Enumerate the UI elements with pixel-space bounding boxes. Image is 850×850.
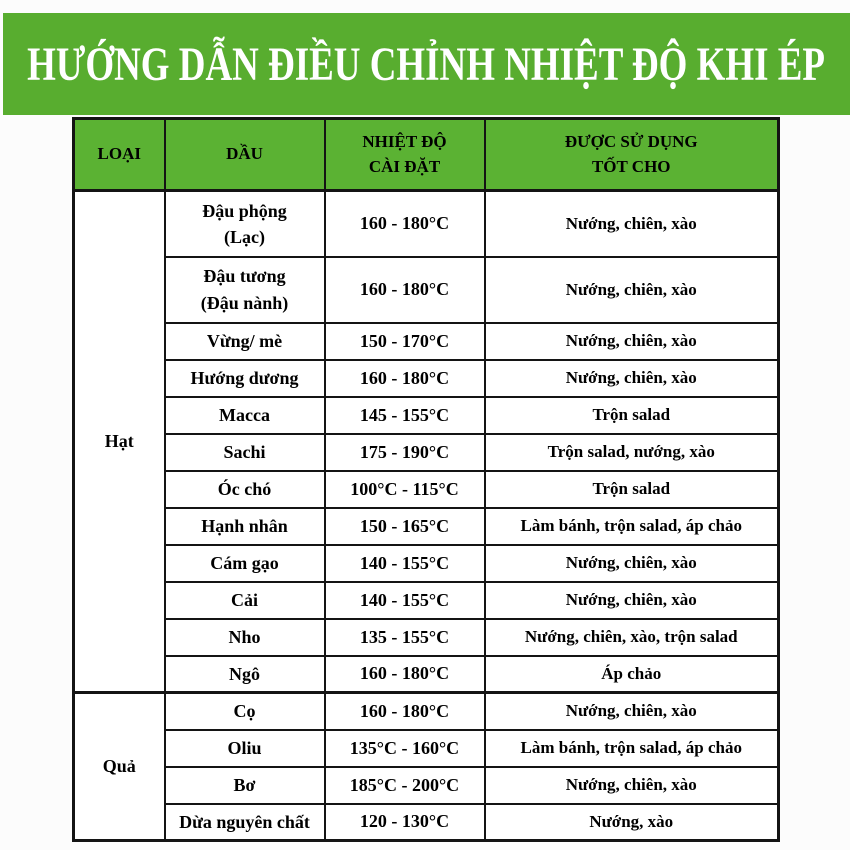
uses-cell: Trộn salad <box>485 397 779 434</box>
temperature-cell: 140 - 155°C <box>325 582 485 619</box>
table-header <box>74 119 779 191</box>
header-sudung-line2: TỐT CHO <box>591 156 671 176</box>
temperature-cell: 175 - 190°C <box>325 434 485 471</box>
header-su-dung <box>485 119 779 191</box>
uses-cell: Nướng, chiên, xào <box>485 191 779 257</box>
header-loai-label: LOẠI <box>97 144 141 164</box>
oil-cell: Dừa nguyên chất <box>165 804 325 841</box>
header-dau <box>165 119 325 191</box>
table-row <box>74 323 779 360</box>
table-row <box>74 767 779 804</box>
uses-cell: Nướng, chiên, xào <box>485 360 779 397</box>
oil-cell: Cám gạo <box>165 545 325 582</box>
oil-cell <box>165 191 325 257</box>
oil-cell: Ngô <box>165 656 325 693</box>
table-row <box>74 508 779 545</box>
table-row <box>74 656 779 693</box>
oil-cell: Sachi <box>165 434 325 471</box>
title-banner <box>3 13 850 115</box>
temperature-cell: 150 - 170°C <box>325 323 485 360</box>
temperature-cell: 145 - 155°C <box>325 397 485 434</box>
oil-cell: Macca <box>165 397 325 434</box>
temperature-cell: 120 - 130°C <box>325 804 485 841</box>
oil-cell: Hướng dương <box>165 360 325 397</box>
temperature-cell: 140 - 155°C <box>325 545 485 582</box>
table-row <box>74 434 779 471</box>
oil-name-line: (Đậu nành) <box>200 292 289 313</box>
uses-cell: Nướng, chiên, xào <box>485 693 779 730</box>
oil-cell: Bơ <box>165 767 325 804</box>
oil-cell: Vừng/ mè <box>165 323 325 360</box>
oil-name-line: Đậu tương <box>203 266 286 287</box>
temperature-cell: 160 - 180°C <box>325 360 485 397</box>
header-sudung-line1: ĐƯỢC SỬ DỤNG <box>564 131 698 151</box>
table-row <box>74 804 779 841</box>
uses-cell: Áp chảo <box>485 656 779 693</box>
table-body <box>74 191 779 841</box>
uses-cell: Nướng, chiên, xào <box>485 257 779 323</box>
uses-cell: Trộn salad <box>485 471 779 508</box>
oil-cell: Cọ <box>165 693 325 730</box>
temperature-table <box>72 117 780 842</box>
table-row <box>74 730 779 767</box>
uses-cell: Nướng, chiên, xào, trộn salad <box>485 619 779 656</box>
temperature-cell: 150 - 165°C <box>325 508 485 545</box>
oil-cell <box>165 257 325 323</box>
temperature-cell: 185°C - 200°C <box>325 767 485 804</box>
group-cell: Hạt <box>74 191 165 693</box>
temperature-cell: 160 - 180°C <box>325 191 485 257</box>
uses-cell: Nướng, chiên, xào <box>485 582 779 619</box>
table-row <box>74 360 779 397</box>
temperature-cell: 100°C - 115°C <box>325 471 485 508</box>
temperature-cell: 135 - 155°C <box>325 619 485 656</box>
uses-cell: Làm bánh, trộn salad, áp chảo <box>485 730 779 767</box>
uses-cell: Nướng, chiên, xào <box>485 545 779 582</box>
table-row <box>74 619 779 656</box>
table-row <box>74 397 779 434</box>
temperature-cell: 160 - 180°C <box>325 693 485 730</box>
header-nhiet-line2: CÀI ĐẶT <box>368 156 441 176</box>
uses-cell: Làm bánh, trộn salad, áp chảo <box>485 508 779 545</box>
temperature-cell: 135°C - 160°C <box>325 730 485 767</box>
oil-cell: Nho <box>165 619 325 656</box>
header-dau-label: DẦU <box>226 144 263 164</box>
header-loai <box>74 119 165 191</box>
temperature-cell: 160 - 180°C <box>325 257 485 323</box>
uses-cell: Nướng, chiên, xào <box>485 323 779 360</box>
page-title: HƯỚNG DẪN ĐIỀU CHỈNH NHIỆT ĐỘ KHI ÉP <box>27 37 826 91</box>
table-row <box>74 693 779 730</box>
uses-cell: Nướng, chiên, xào <box>485 767 779 804</box>
oil-name-line: (Lạc) <box>224 226 265 247</box>
uses-cell: Trộn salad, nướng, xào <box>485 434 779 471</box>
oil-cell: Óc chó <box>165 471 325 508</box>
uses-cell: Nướng, xào <box>485 804 779 841</box>
header-row <box>74 119 779 191</box>
oil-cell: Hạnh nhân <box>165 508 325 545</box>
table-row <box>74 257 779 323</box>
oil-cell: Cải <box>165 582 325 619</box>
table-row <box>74 191 779 257</box>
table-row <box>74 545 779 582</box>
oil-cell: Oliu <box>165 730 325 767</box>
table-row <box>74 582 779 619</box>
temperature-cell: 160 - 180°C <box>325 656 485 693</box>
oil-name-line: Đậu phộng <box>202 200 287 221</box>
table-row <box>74 471 779 508</box>
header-nhiet-do <box>325 119 485 191</box>
header-nhiet-line1: NHIỆT ĐỘ <box>362 131 447 151</box>
group-cell: Quả <box>74 693 165 841</box>
